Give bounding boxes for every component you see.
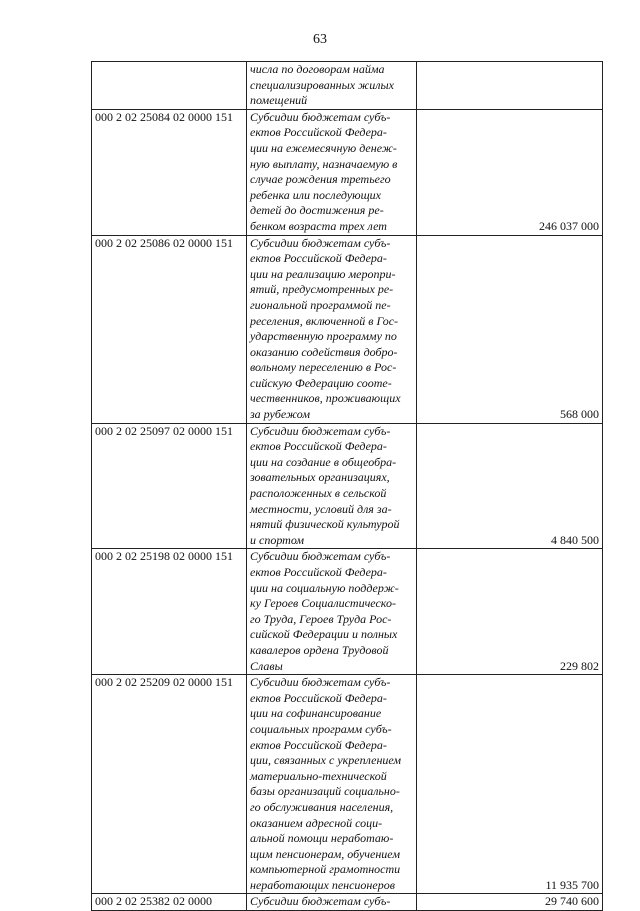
- description-cell: [247, 62, 417, 110]
- table-row: [92, 423, 603, 549]
- table-row: [92, 894, 603, 911]
- table-row: [92, 62, 603, 110]
- description-cell: [247, 423, 417, 549]
- description-line: ятий, предусмотренных ре-: [250, 282, 394, 297]
- table-row: [92, 675, 603, 894]
- description-line: случае рождения третьего: [250, 172, 391, 187]
- description-line: Субсидии бюджетам субъ-: [250, 423, 391, 438]
- description-line: ударственную программу по: [250, 329, 397, 344]
- budget-code-cell: [92, 62, 247, 110]
- description-line: чественников, проживающих: [250, 391, 401, 406]
- table-row: [92, 235, 603, 423]
- description-line: реселения, включенной в Гос-: [250, 313, 399, 328]
- description-line: альной помощи неработаю-: [250, 831, 394, 846]
- description-line: ции на социальную поддерж-: [250, 580, 399, 595]
- description-line: местности, условий для за-: [250, 501, 392, 516]
- description-line: щим пенсионерам, обучением: [250, 846, 400, 861]
- budget-code-cell: 000 2 02 25086 02 0000 151: [92, 235, 247, 423]
- description-cell: [247, 894, 417, 911]
- description-cell: [247, 675, 417, 894]
- description-line: Субсидии бюджетам субъ-: [250, 675, 391, 690]
- description-line: сийскую Федерацию соотe-: [250, 375, 392, 390]
- amount-cell: 246 037 000: [417, 109, 603, 235]
- amount-cell: 29 740 600: [417, 894, 603, 911]
- description-line: помещений: [250, 93, 308, 108]
- description-line: специализированных жилых: [250, 77, 394, 92]
- description-cell: [247, 235, 417, 423]
- description-line: ектов Российской Федера-: [250, 439, 387, 454]
- description-line: ции на ежемесячную денеж-: [250, 140, 397, 155]
- description-line: компьютерной грамотности: [250, 862, 401, 877]
- description-line: неработающих пенсионеров: [250, 877, 395, 892]
- description-line: расположенных в сельской: [250, 486, 387, 501]
- amount-cell: 229 802: [417, 549, 603, 675]
- description-line: кавалеров ордена Трудовой: [250, 642, 389, 657]
- description-line: зовательных организациях,: [250, 470, 390, 485]
- description-line: материально-технической: [250, 768, 387, 783]
- amount-cell: 11 935 700: [417, 675, 603, 894]
- budget-code-cell: 000 2 02 25097 02 0000 151: [92, 423, 247, 549]
- table-body: [92, 62, 603, 911]
- description-line: ектов Российской Федера-: [250, 690, 387, 705]
- description-line: ребенка или последующих: [250, 187, 381, 202]
- description-line: ектов Российской Федера-: [250, 565, 387, 579]
- description-line: Славы: [250, 658, 283, 673]
- amount-cell: [417, 62, 603, 110]
- description-line: нятий физической культурой: [250, 517, 400, 532]
- budget-code-cell: 000 2 02 25382 02 0000: [92, 894, 247, 911]
- description-line: ции на реализацию меропри-: [250, 266, 396, 281]
- description-line: ку Героев Социалистическо-: [250, 596, 396, 611]
- description-line: социальных программ субъ-: [250, 721, 392, 736]
- description-line: вольному переселению в Рос-: [250, 360, 397, 375]
- description-cell: [247, 109, 417, 235]
- table-row: [92, 109, 603, 235]
- budget-table: [91, 61, 603, 911]
- amount-cell: 568 000: [417, 235, 603, 423]
- budget-code-cell: 000 2 02 25209 02 0000 151: [92, 675, 247, 894]
- description-line: числа по договорам найма: [250, 62, 385, 76]
- table-row: [92, 549, 603, 675]
- budget-code-cell: 000 2 02 25198 02 0000 151: [92, 549, 247, 675]
- description-line: Субсидии бюджетам субъ-: [250, 549, 391, 564]
- description-line: го Труда, Героев Труда Рос-: [250, 611, 392, 626]
- amount-cell: 4 840 500: [417, 423, 603, 549]
- description-line: го обслуживания населения,: [250, 799, 394, 814]
- description-line: оказанию содействия добро-: [250, 344, 398, 359]
- description-cell: [247, 549, 417, 675]
- description-line: бенком возраста трех лет: [250, 218, 387, 233]
- description-line: базы организаций социально-: [250, 784, 400, 799]
- description-line: ектов Российской Федера-: [250, 251, 387, 266]
- description-line: Субсидии бюджетам субъ-: [250, 894, 391, 909]
- description-line: Субсидии бюджетам субъ-: [250, 235, 391, 250]
- description-line: за рубежом: [250, 407, 310, 422]
- description-line: ную выплату, назначаемую в: [250, 156, 398, 171]
- description-line: и спортом: [250, 532, 305, 547]
- description-line: детей до достижения ре-: [250, 203, 384, 218]
- description-line: ции на софинансирование: [250, 706, 382, 721]
- description-line: оказанием адресной соци-: [250, 815, 383, 830]
- description-line: ектов Российской Федера-: [250, 125, 387, 140]
- budget-code-cell: 000 2 02 25084 02 0000 151: [92, 109, 247, 235]
- description-line: ции на создание в общеобра-: [250, 454, 397, 469]
- description-line: Субсидии бюджетам субъ-: [250, 109, 391, 124]
- page-number: 63: [313, 32, 327, 47]
- description-line: гиональной программой пе-: [250, 297, 391, 312]
- description-line: ции, связанных с укреплением: [250, 753, 402, 768]
- description-line: сийской Федерации и полных: [250, 627, 398, 642]
- description-line: ектов Российской Федера-: [250, 737, 387, 752]
